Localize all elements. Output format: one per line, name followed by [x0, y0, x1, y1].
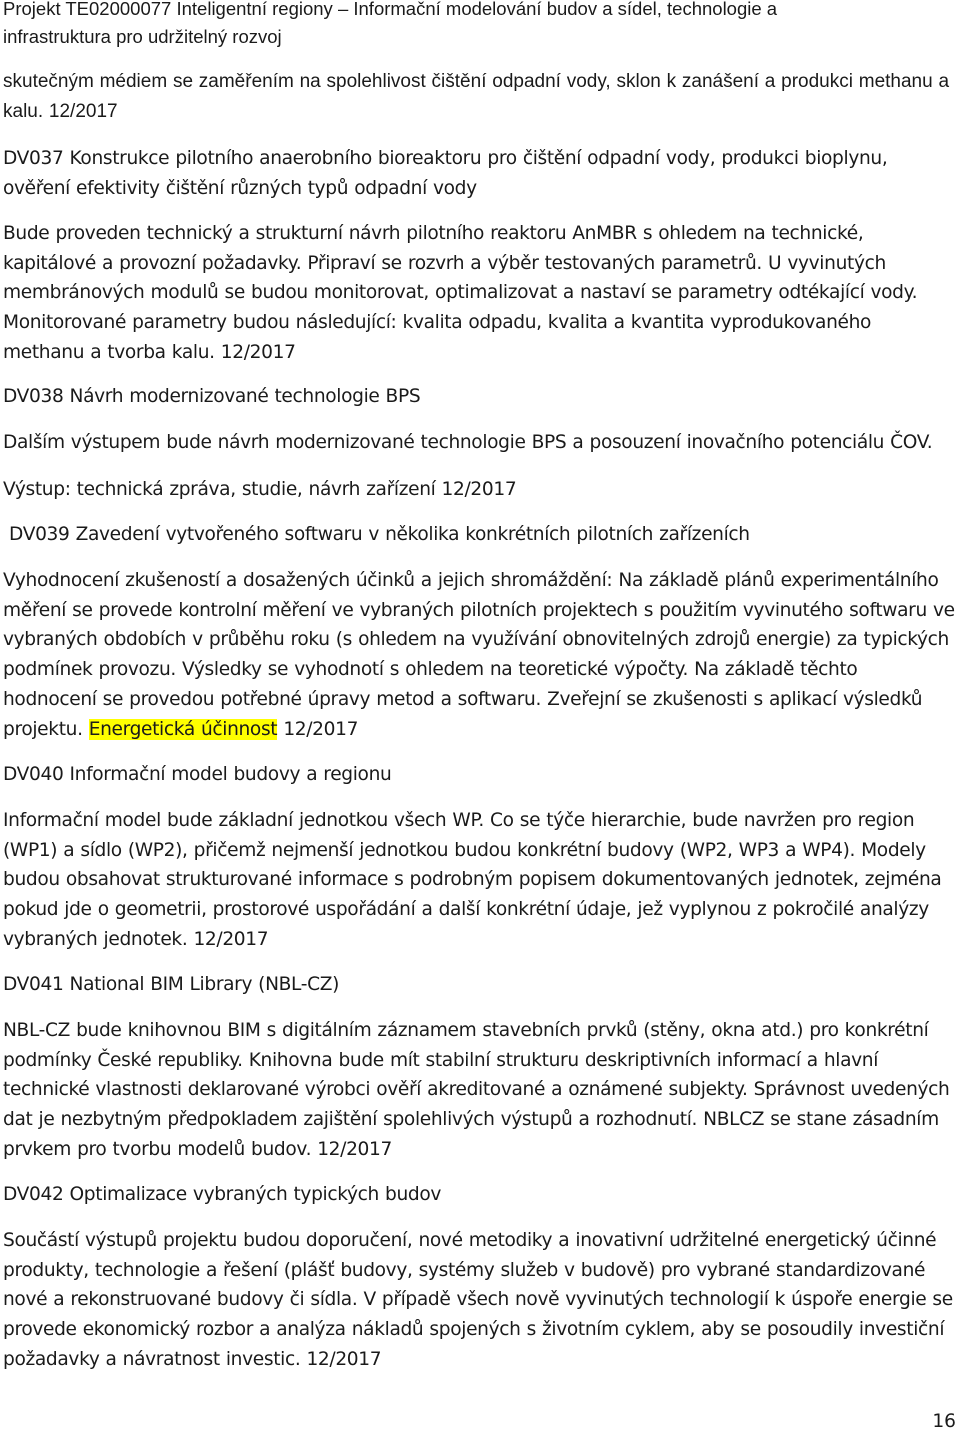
dv039-body-text: Vyhodnocení zkušeností a dosažených účinků a jejich shromáždění: Na základě plánů experimentálního měření se provede kontrolní měření ve vybraných pilotních projektech s použitím vyvinutého softwaru ve vybraných obdobích v průběhu roku (s ohledem na využívání obnovitelných zdrojů energie) za typických podmínek provozu. Výsledky se vyhodnotí s ohledem na teoretické výpočty. Na základě těchto hodnocení se provedou potřebné úpravy metod a softwaru. Zveřejní se zkušenosti s aplikací výsledků projektu.: [3, 570, 955, 740]
intro-text: skutečným médiem se zaměřením na spolehlivost čištění odpadní vody, sklon k zanášení a produkci methanu a kalu.: [3, 71, 950, 122]
dv039-heading: DV039 Zavedení vytvořeného softwaru v několika konkrétních pilotních zařízeních: [3, 524, 750, 545]
dv037-heading: DV037 Konstrukce pilotního anaerobního bioreaktoru pro čištění odpadní vody, produkci bioplynu, ověření efektivity čištění různých typů odpadní vody: [3, 148, 888, 199]
dv038-body: Dalším výstupem bude návrh modernizované technologie BPS a posouzení inovačního potenciálu ČOV.: [3, 432, 933, 453]
dv039-date: 12/2017: [283, 718, 359, 740]
intro-date: 12/2017: [48, 100, 118, 122]
dv040-body: Informační model bude základní jednotkou všech WP. Co se týče hierarchie, bude navržen pro region (WP1) a sídlo (WP2), přičemž nejmenší jednotkou budou konkrétní budovy (WP2, WP3 a WP4). Modely budou obsahovat strukturované informace s podrobným popisem dokumentovaných jednotek, zejména pokud jde o geometrii, prostorové uspořádání a další konkrétní údaje, jež vyplynou z pokročilé analýzy vybraných jednotek. 12/2017: [3, 810, 942, 950]
page-number: 16: [932, 1411, 956, 1432]
dv037-body: Bude proveden technický a strukturní návrh pilotního reaktoru AnMBR s ohledem na technické, kapitálové a provozní požadavky. Připraví se rozvrh a výběr testovaných parametrů. U vyvinutých membránových modulů se budou monitorovat, optimalizovat a nastaví se parametry odtékající vody. Monitorované parametry budou následující: kvalita odpadu, kvalita a kvantita vyprodukovaného methanu a tvorba kalu. 12/2017: [3, 223, 918, 363]
dv041-heading: DV041 National BIM Library (NBL-CZ): [3, 974, 340, 995]
document-header: Projekt TE02000077 Inteligentní regiony – Informační modelování budov a sídel, technologie a infrastruktura pro udržitelný rozvoj: [3, 0, 778, 47]
dv038-heading: DV038 Návrh modernizované technologie BPS: [3, 386, 421, 407]
intro-paragraph: [3, 67, 955, 126]
dv042-body: Součástí výstupů projektu budou doporučení, nové metodiky a inovativní udržitelné energetický účinné produkty, technologie a řešení (plášť budovy, systémy služeb v budově) pro vybrané standardizované nové a rekonstruované budovy či sídla. V případě všech nově vyvinutých technologií k úspoře energie se provede ekonomický rozbor a analýza nákladů spojených s životním cyklem, aby se posoudily investiční požadavky a návratnost investic. 12/2017: [3, 1230, 953, 1370]
dv040-heading: DV040 Informační model budovy a regionu: [3, 764, 392, 785]
dv042-heading: DV042 Optimalizace vybraných typických budov: [3, 1184, 442, 1205]
dv039-body: [3, 566, 955, 744]
dv041-body: NBL-CZ bude knihovnou BIM s digitálním záznamem stavebních prvků (stěny, okna atd.) pro konkrétní podmínky České republiky. Knihovna bude mít stabilní strukturu deskriptivních informací a hlavní technické vlastnosti deklarované výrobci ověří akreditované a oznámené subjekty. Správnost uvedených dat je nezbytným předpokladem zajištění spolehlivých výstupů a rozhodnutí. NBLCZ se stane zásadním prvkem pro tvorbu modelů budov. 12/2017: [3, 1020, 950, 1160]
dv038-output: Výstup: technická zpráva, studie, návrh zařízení 12/2017: [3, 479, 517, 500]
highlighted-keyword: Energetická účinnost: [88, 718, 278, 740]
